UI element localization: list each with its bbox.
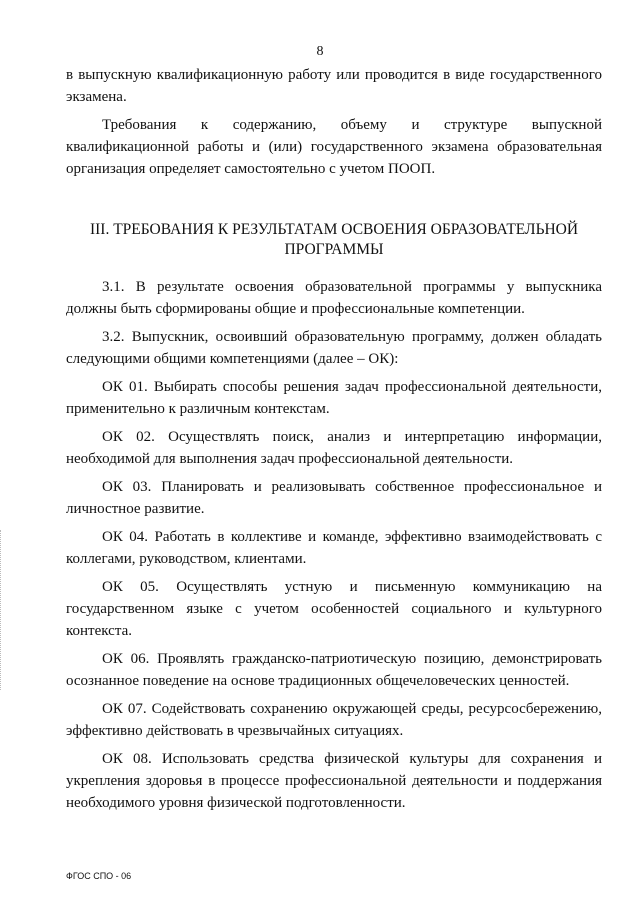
competency-ok-02: ОК 02. Осуществлять поиск, анализ и интерпретацию информации, необходимой для выполнения задач профессиональной деятельности.	[66, 429, 602, 467]
clause-3-2: 3.2. Выпускник, освоивший образовательную программу, должен обладать следующими общими компетенциями (далее – ОК):	[66, 329, 602, 367]
page-number: 8	[316, 44, 324, 59]
competency-ok-06: ОК 06. Проявлять гражданско-патриотическую позицию, демонстрировать осознанное поведение на основе традиционных общечеловеческих ценностей.	[66, 651, 602, 689]
paragraph-requirements: Требования к содержанию, объему и структуре выпускной квалификационной работы и (или) государственного экзамена образовательная организация определяет самостоятельно с учетом ПООП.	[66, 117, 602, 177]
section-heading: III. ТРЕБОВАНИЯ К РЕЗУЛЬТАТАМ ОСВОЕНИЯ ОБРАЗОВАТЕЛЬНОЙ ПРОГРАММЫ	[89, 221, 579, 258]
footer-label: ФГОС СПО - 06	[66, 871, 132, 881]
competency-ok-01: ОК 01. Выбирать способы решения задач профессиональной деятельности, применительно к различным контекстам.	[66, 379, 602, 417]
competency-ok-03: ОК 03. Планировать и реализовывать собственное профессиональное и личностное развитие.	[66, 479, 602, 517]
competency-ok-08: ОК 08. Использовать средства физической культуры для сохранения и укрепления здоровья в процессе профессиональной деятельности и поддержания необходимого уровня физической подготовленности.	[66, 751, 602, 811]
clause-3-1: 3.1. В результате освоения образовательной программы у выпускника должны быть сформированы общие и профессиональные компетенции.	[66, 279, 602, 317]
scan-edge-marks	[0, 530, 5, 690]
page-content	[66, 64, 602, 820]
competency-ok-04: ОК 04. Работать в коллективе и команде, эффективно взаимодействовать с коллегами, руководством, клиентами.	[66, 529, 602, 567]
paragraph-continuation: в выпускную квалификационную работу или проводится в виде государственного экзамена.	[66, 67, 602, 105]
competency-ok-05: ОК 05. Осуществлять устную и письменную коммуникацию на государственном языке с учетом особенностей социального и культурного контекста.	[66, 579, 602, 639]
competency-ok-07: ОК 07. Содействовать сохранению окружающей среды, ресурсосбережению, эффективно действовать в чрезвычайных ситуациях.	[66, 701, 602, 739]
